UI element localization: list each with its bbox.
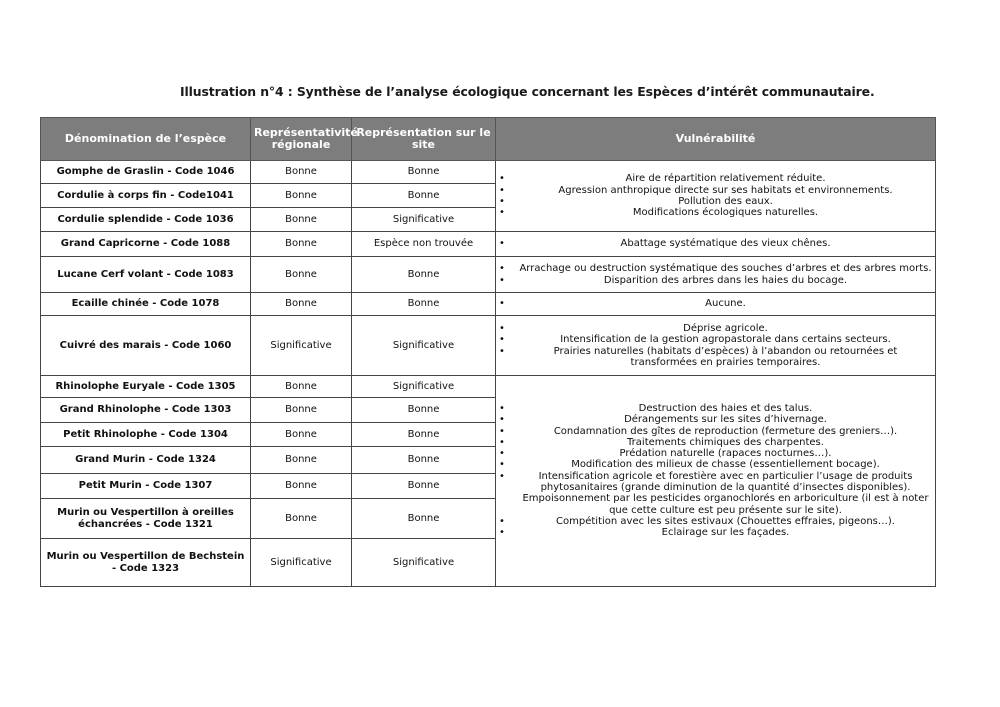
list-item: • Condamnation des gîtes de reproduction (fermeture des greniers…). xyxy=(499,426,932,437)
vulnerability-cell xyxy=(496,316,936,376)
header-site-representation: Représentation sur le site xyxy=(352,118,496,161)
species-name: Murin ou Vespertillon de Bechstein - Code 1323 xyxy=(41,539,251,587)
vulnerability-list xyxy=(499,238,932,249)
ecological-analysis-table xyxy=(40,117,936,587)
list-item: • Déprise agricole. xyxy=(499,323,932,334)
list-item: • Aucune. xyxy=(499,298,932,309)
regional-value: Bonne xyxy=(251,474,352,499)
species-name: Petit Rhinolophe - Code 1304 xyxy=(41,423,251,447)
regional-value: Bonne xyxy=(251,376,352,398)
site-value: Bonne xyxy=(352,398,496,423)
site-value: Bonne xyxy=(352,474,496,499)
site-value: Bonne xyxy=(352,423,496,447)
species-name: Grand Capricorne - Code 1088 xyxy=(41,232,251,257)
list-item: • Intensification de la gestion agropastorale dans certains secteurs. xyxy=(499,334,932,345)
site-value: Espèce non trouvée xyxy=(352,232,496,257)
site-value: Bonne xyxy=(352,257,496,293)
header-vulnerability: Vulnérabilité xyxy=(496,118,936,161)
regional-value: Bonne xyxy=(251,423,352,447)
species-name: Murin ou Vespertillon à oreilles échancrées - Code 1321 xyxy=(41,499,251,539)
vulnerability-list xyxy=(499,263,932,286)
table-row xyxy=(41,376,936,398)
regional-value: Bonne xyxy=(251,398,352,423)
vulnerability-list xyxy=(499,298,932,309)
species-name: Gomphe de Graslin - Code 1046 xyxy=(41,161,251,184)
list-item: • Agression anthropique directe sur ses habitats et environnements. xyxy=(499,185,932,196)
species-name: Lucane Cerf volant - Code 1083 xyxy=(41,257,251,293)
site-value: Bonne xyxy=(352,184,496,208)
site-value: Significative xyxy=(352,376,496,398)
species-name: Cordulie splendide - Code 1036 xyxy=(41,208,251,232)
site-value: Bonne xyxy=(352,499,496,539)
species-name: Petit Murin - Code 1307 xyxy=(41,474,251,499)
list-item: • Abattage systématique des vieux chênes. xyxy=(499,238,932,249)
site-value: Bonne xyxy=(352,161,496,184)
regional-value: Bonne xyxy=(251,293,352,316)
table-row xyxy=(41,293,936,316)
vulnerability-cell xyxy=(496,257,936,293)
table-row xyxy=(41,316,936,376)
regional-value: Bonne xyxy=(251,499,352,539)
list-item: • Modification des milieux de chasse (essentiellement bocage). xyxy=(499,459,932,470)
regional-value: Significative xyxy=(251,539,352,587)
table-row xyxy=(41,257,936,293)
vulnerability-cell xyxy=(496,293,936,316)
vulnerability-cell xyxy=(496,161,936,232)
site-value: Significative xyxy=(352,316,496,376)
vulnerability-cell xyxy=(496,376,936,587)
list-item: • Prairies naturelles (habitats d’espèces) à l’abandon ou retournées et transformées en prairies temporaires. xyxy=(499,346,932,369)
site-value: Bonne xyxy=(352,293,496,316)
regional-value: Bonne xyxy=(251,161,352,184)
list-item: • Eclairage sur les façades. xyxy=(499,527,932,538)
list-item: • Destruction des haies et des talus. xyxy=(499,403,932,414)
species-name: Grand Murin - Code 1324 xyxy=(41,447,251,474)
list-item: • Modifications écologiques naturelles. xyxy=(499,207,932,218)
regional-value: Significative xyxy=(251,316,352,376)
list-item: • Pollution des eaux. xyxy=(499,196,932,207)
page-title: Illustration n°4 : Synthèse de l’analyse écologique concernant les Espèces d’intérêt communautaire. xyxy=(180,84,875,99)
regional-value: Bonne xyxy=(251,257,352,293)
regional-value: Bonne xyxy=(251,447,352,474)
list-item: • Dérangements sur les sites d’hivernage. xyxy=(499,414,932,425)
regional-value: Bonne xyxy=(251,184,352,208)
species-name: Grand Rhinolophe - Code 1303 xyxy=(41,398,251,423)
list-item: • Compétition avec les sites estivaux (Chouettes effraies, pigeons…). xyxy=(499,516,932,527)
table-row xyxy=(41,232,936,257)
species-name: Cuivré des marais - Code 1060 xyxy=(41,316,251,376)
table-header-row xyxy=(41,118,936,161)
list-item: • Aire de répartition relativement réduite. xyxy=(499,173,932,184)
site-value: Significative xyxy=(352,208,496,232)
table-row xyxy=(41,161,936,184)
species-name: Cordulie à corps fin - Code1041 xyxy=(41,184,251,208)
vulnerability-list xyxy=(499,323,932,368)
regional-value: Bonne xyxy=(251,232,352,257)
header-regional-representativeness: Représentativité régionale xyxy=(251,118,352,161)
vulnerability-list xyxy=(499,403,932,539)
list-item: • Intensification agricole et forestière avec en particulier l’usage de produits phytosanitaires (grande diminution de la quantité d’insectes disponibles). Empoisonnement par les pesticides organochlorés en arboriculture (il est à noter que cette culture est peu présente sur le site). xyxy=(499,471,932,516)
list-item: • Traitements chimiques des charpentes. xyxy=(499,437,932,448)
species-name: Ecaille chinée - Code 1078 xyxy=(41,293,251,316)
list-item: • Disparition des arbres dans les haies du bocage. xyxy=(499,275,932,286)
site-value: Significative xyxy=(352,539,496,587)
vulnerability-cell xyxy=(496,232,936,257)
header-species: Dénomination de l’espèce xyxy=(41,118,251,161)
regional-value: Bonne xyxy=(251,208,352,232)
list-item: • Arrachage ou destruction systématique des souches d’arbres et des arbres morts. xyxy=(499,263,932,274)
list-item: • Prédation naturelle (rapaces nocturnes…). xyxy=(499,448,932,459)
species-name: Rhinolophe Euryale - Code 1305 xyxy=(41,376,251,398)
site-value: Bonne xyxy=(352,447,496,474)
vulnerability-list xyxy=(499,173,932,218)
